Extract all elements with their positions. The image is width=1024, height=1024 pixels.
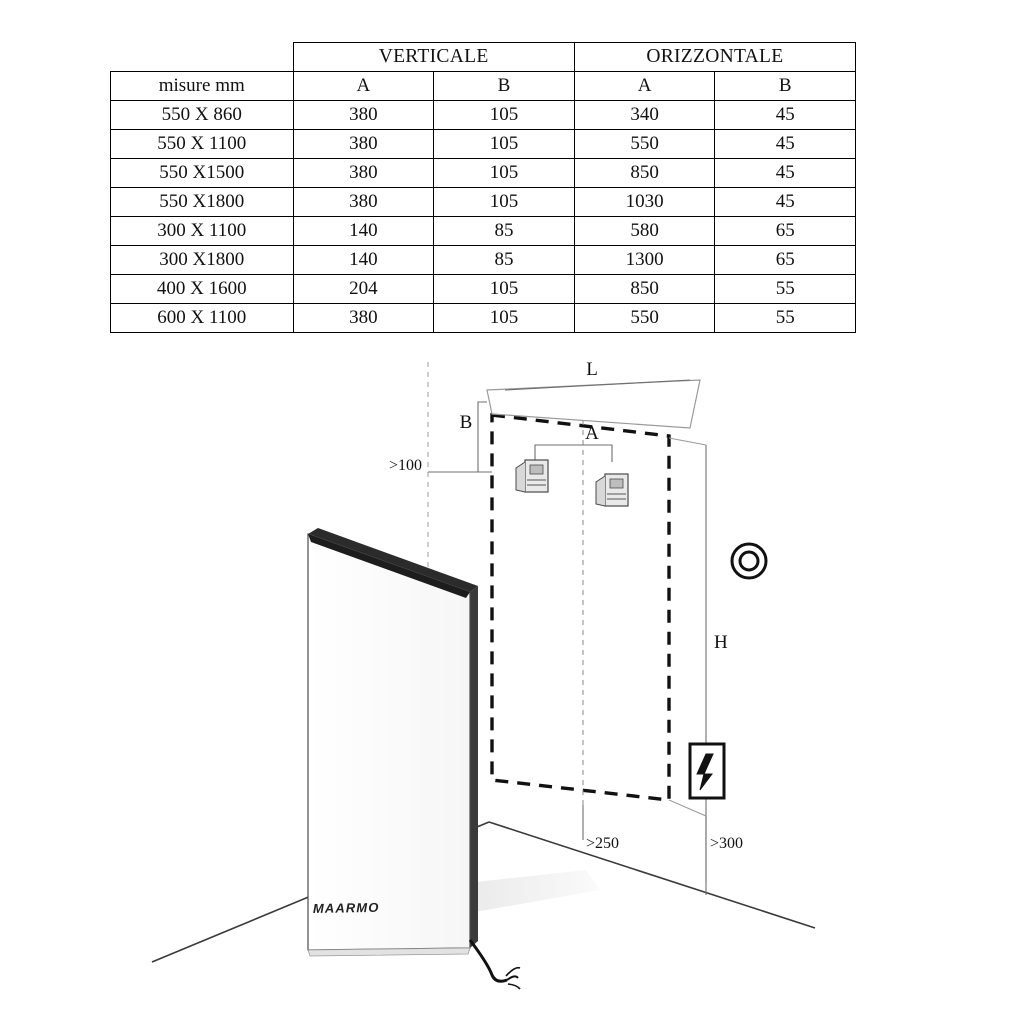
dimension-b [460, 402, 492, 472]
dimension-a [535, 423, 612, 462]
cell-size: 550 X 1100 [111, 130, 294, 159]
table-column-header-row [111, 72, 856, 101]
column-header-verticale-a: A [293, 72, 434, 101]
table-row [111, 275, 856, 304]
cell-horizontal-b: 65 [715, 246, 856, 275]
cell-size: 550 X1500 [111, 159, 294, 188]
cell-size: 300 X 1100 [111, 217, 294, 246]
cell-horizontal-b: 55 [715, 275, 856, 304]
power-cable-icon [470, 940, 520, 989]
cell-horizontal-a: 850 [574, 159, 715, 188]
cell-vertical-b: 105 [434, 101, 575, 130]
cell-horizontal-b: 45 [715, 159, 856, 188]
cell-horizontal-a: 580 [574, 217, 715, 246]
label-L: L [586, 359, 598, 380]
table-corner-blank [111, 43, 294, 72]
cell-size: 600 X 1100 [111, 304, 294, 333]
group-header-orizzontale: ORIZZONTALE [574, 43, 855, 72]
panel-brand-label: MAARMO [312, 899, 380, 916]
ceiling-plane-strip [487, 380, 700, 428]
installation-diagram [0, 350, 1024, 1024]
cell-size: 550 X1800 [111, 188, 294, 217]
cell-vertical-b: 85 [434, 246, 575, 275]
table-group-header-row [111, 43, 856, 72]
cell-vertical-b: 105 [434, 275, 575, 304]
power-socket-icon [690, 744, 724, 798]
clearance-socket-annotation [706, 816, 743, 895]
group-header-verticale: VERTICALE [293, 43, 574, 72]
dimension-height [669, 438, 728, 883]
specification-table-container [110, 42, 856, 333]
table-row [111, 304, 856, 333]
heating-panel [308, 528, 478, 956]
cell-horizontal-b: 65 [715, 217, 856, 246]
column-header-orizzontale-b: B [715, 72, 856, 101]
cell-vertical-a: 380 [293, 188, 434, 217]
cell-size: 300 X1800 [111, 246, 294, 275]
wall-bracket-icon-right [596, 474, 628, 506]
cell-vertical-b: 105 [434, 188, 575, 217]
column-header-orizzontale-a: A [574, 72, 715, 101]
label-clearance-300: >300 [710, 835, 744, 852]
cell-horizontal-a: 1030 [574, 188, 715, 217]
table-row [111, 159, 856, 188]
wall-bracket-icon-left [516, 460, 548, 492]
cell-horizontal-a: 550 [574, 304, 715, 333]
cell-vertical-b: 105 [434, 159, 575, 188]
cell-horizontal-b: 45 [715, 101, 856, 130]
cell-horizontal-b: 55 [715, 304, 856, 333]
cell-vertical-b: 85 [434, 217, 575, 246]
cell-horizontal-a: 340 [574, 101, 715, 130]
cell-horizontal-a: 550 [574, 130, 715, 159]
label-A: A [585, 423, 599, 444]
dimension-length [505, 359, 690, 390]
table-row [111, 217, 856, 246]
cell-size: 400 X 1600 [111, 275, 294, 304]
cell-vertical-b: 105 [434, 130, 575, 159]
cell-vertical-a: 380 [293, 130, 434, 159]
table-row [111, 130, 856, 159]
cell-size: 550 X 860 [111, 101, 294, 130]
cell-vertical-a: 140 [293, 246, 434, 275]
table-row [111, 188, 856, 217]
clearance-floor-annotation [583, 805, 619, 852]
column-header-misure: misure mm [111, 72, 294, 101]
column-header-verticale-b: B [434, 72, 575, 101]
round-thermostat-icon [732, 544, 766, 578]
specification-table [110, 42, 856, 333]
cell-horizontal-a: 850 [574, 275, 715, 304]
cell-vertical-b: 105 [434, 304, 575, 333]
label-clearance-250: >250 [586, 835, 620, 852]
cell-vertical-a: 204 [293, 275, 434, 304]
cell-horizontal-b: 45 [715, 130, 856, 159]
label-B: B [459, 412, 473, 433]
cell-vertical-a: 140 [293, 217, 434, 246]
cell-vertical-a: 380 [293, 159, 434, 188]
label-H: H [714, 632, 728, 653]
clearance-top-annotation [389, 457, 492, 474]
label-clearance-100: >100 [388, 457, 422, 474]
table-row [111, 246, 856, 275]
cell-vertical-a: 380 [293, 101, 434, 130]
table-row [111, 101, 856, 130]
cell-vertical-a: 380 [293, 304, 434, 333]
cell-horizontal-b: 45 [715, 188, 856, 217]
cell-horizontal-a: 1300 [574, 246, 715, 275]
